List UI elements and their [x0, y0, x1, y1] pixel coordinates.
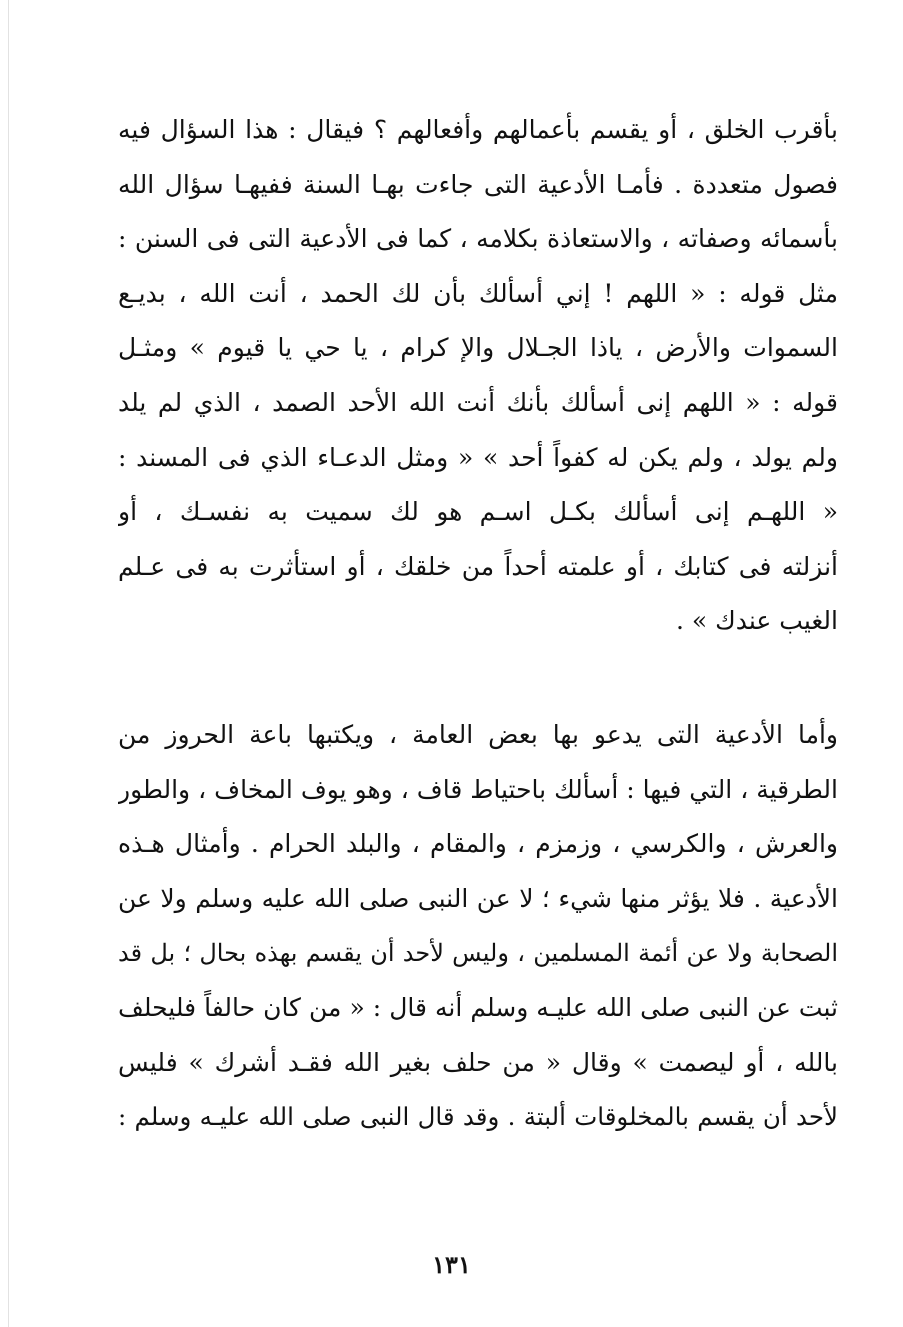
text-line: الغيب عندك » . [676, 606, 838, 636]
text-line: ولم يولد ، ولم يكن له كفواً أحد » « ومثل الدعـاء الذي فى المسند : [118, 442, 838, 472]
text-line: السموات والأرض ، ياذا الجـلال والإ كرام ، يا حي يا قيوم » ومثـل [118, 333, 838, 363]
text-line: فصول متعددة . فأمـا الأدعية التى جاءت بهـا السنة ففيهـا سؤال الله [118, 169, 838, 199]
text-line: وأما الأدعية التى يدعو بها بعض العامة ، ويكتبها باعة الحروز من [118, 720, 838, 749]
text-line: « اللهـم إنى أسألك بكـل اسـم هو لك سميت به نفسـك ، أو [118, 497, 838, 527]
text-line: الأدعية . فلا يؤثر منها شيء ؛ لا عن النبى صلى الله عليه وسلم ولا عن [118, 883, 838, 913]
text-line: الطرقية ، التي فيها : أسألك باحتياط قاف ، وهو يوف المخاف ، والطور [118, 774, 838, 804]
page-number: ١٣١ [432, 1250, 471, 1279]
text-line: الصحابة ولا عن أئمة المسلمين ، وليس لأحد أن يقسم بهذه بحال ؛ بل قد [118, 939, 838, 968]
text-line: بأسمائه وصفاته ، والاستعاذة بكلامه ، كما فى الأدعية التى فى السنن : [118, 224, 838, 254]
paragraph-1 [118, 103, 838, 649]
text-line: قوله : « اللهم إنى أسألك بأنك أنت الله الأحد الصمد ، الذي لم يلد [118, 387, 838, 417]
paragraph-2 [118, 708, 838, 1145]
text-line: بالله ، أو ليصمت » وقال « من حلف بغير الله فقـد أشرك » فليس [118, 1047, 838, 1077]
text-line: ثبت عن النبى صلى الله عليـه وسلم أنه قال : « من كان حالفاً فليحلف [118, 992, 838, 1022]
text-line: والعرش ، والكرسي ، وزمزم ، والمقام ، والبلد الحرام . وأمثال هـذه [118, 829, 838, 859]
text-line: أنزلته فى كتابك ، أو علمته أحداً من خلقك ، أو استأثرت به فى عـلم [118, 551, 838, 581]
text-line: بأقرب الخلق ، أو يقسم بأعمالهم وأفعالهم ؟ فيقال : هذا السؤال فيه [118, 115, 838, 144]
text-line: مثل قوله : « اللهم ! إني أسألك بأن لك الحمد ، أنت الله ، بديـع [118, 278, 838, 308]
page-edge-divider [8, 0, 9, 1327]
text-line: لأحد أن يقسم بالمخلوقات ألبتة . وقد قال النبى صلى الله عليـه وسلم : [118, 1102, 838, 1132]
